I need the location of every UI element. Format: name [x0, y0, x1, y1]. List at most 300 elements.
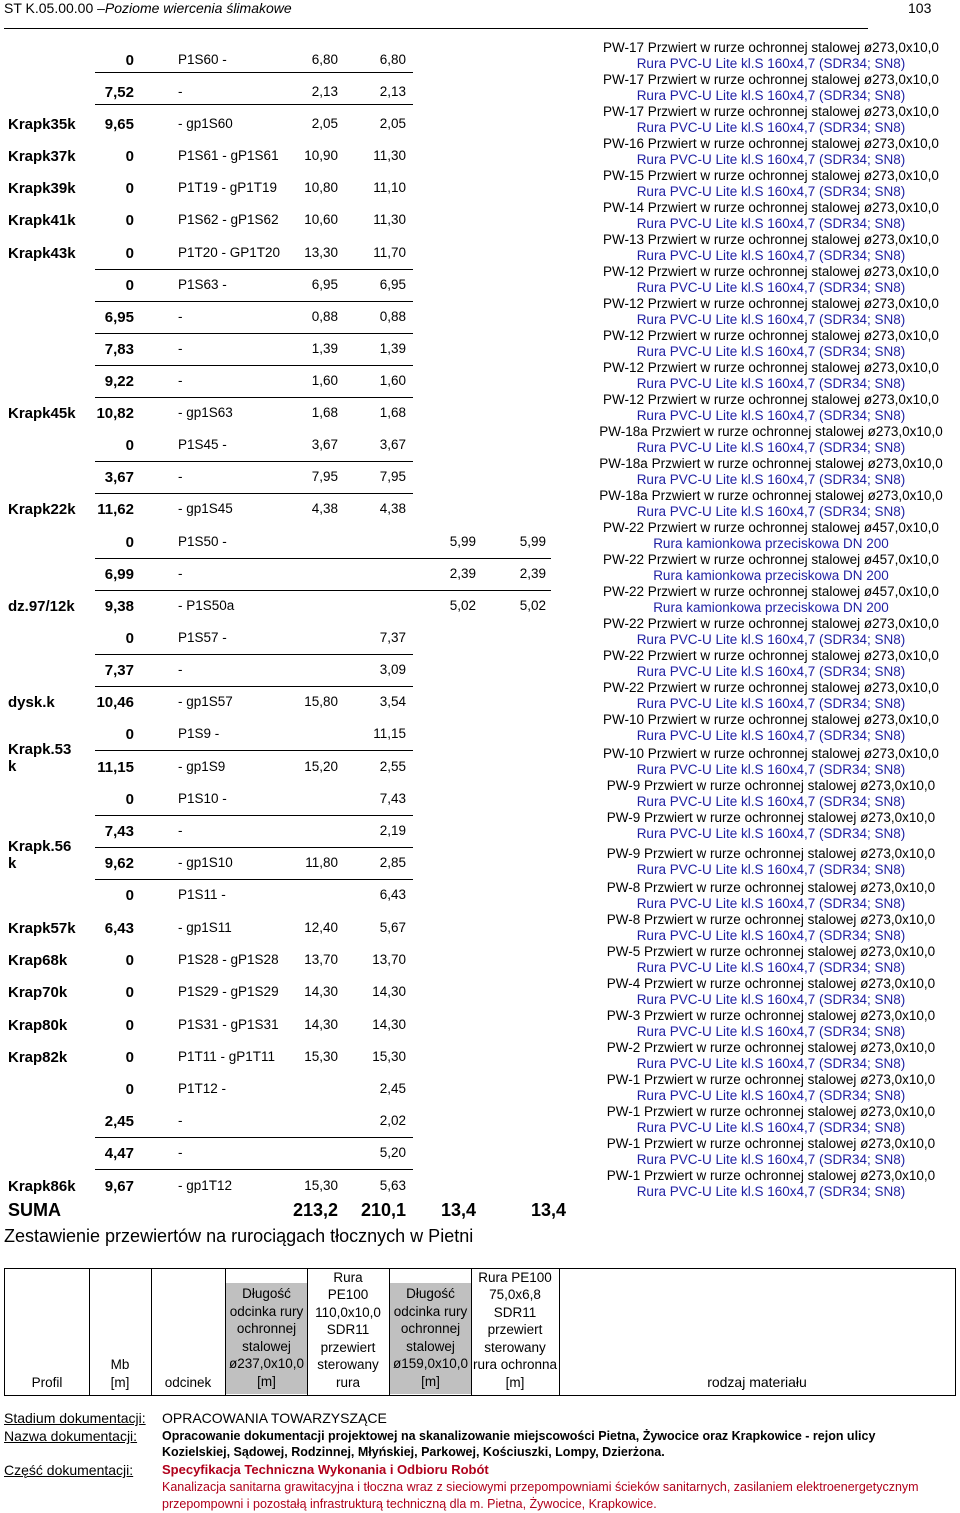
przewiert-line: PW-3 Przwiert w rurze ochronnej stalowej ø273,0x10,0: [606, 1008, 936, 1023]
pipe-material-line: Rura PVC-U Lite kl.S 160x4,7 (SDR34; SN8): [636, 215, 906, 231]
row-divider: [95, 104, 413, 106]
row-divider: [95, 397, 413, 399]
pipe-material-line: Rura PVC-U Lite kl.S 160x4,7 (SDR34; SN8): [636, 663, 906, 679]
pipe-material-line: Rura PVC-U Lite kl.S 160x4,7 (SDR34; SN8): [636, 895, 906, 911]
przewiert-line: PW-2 Przwiert w rurze ochronnej stalowej ø273,0x10,0: [606, 1040, 936, 1055]
row-value-b: 2,05: [379, 116, 406, 131]
row-divider: [95, 879, 413, 881]
row-value-a: 0,88: [311, 309, 338, 324]
header-table: [4, 1268, 956, 1396]
table-row: [0, 920, 580, 940]
row-odcinek: - gp1S60: [178, 116, 233, 131]
row-odcinek: -: [178, 662, 183, 677]
row-value-a: 13,70: [304, 952, 338, 967]
row-odcinek: P1S28 - gP1S28: [178, 952, 279, 967]
pipe-material-line: Rura PVC-U Lite kl.S 160x4,7 (SDR34; SN8): [636, 793, 906, 809]
przewiert-line: PW-13 Przwiert w rurze ochronnej stalowej ø273,0x10,0: [603, 232, 939, 247]
footer-czesc-value: Specyfikacja Techniczna Wykonania i Odbioru Robót: [162, 1462, 489, 1477]
table-row: [0, 501, 580, 521]
table-row: [0, 52, 580, 72]
row-odcinek: P1S62 - gP1S62: [178, 212, 279, 227]
table-row: [0, 437, 580, 457]
table-row: [0, 598, 580, 618]
row-odcinek: P1T11 - gP1T11: [178, 1049, 276, 1064]
row-label: Krapk57k: [8, 920, 76, 937]
section-title: Zestawienie przewiertów na rurociągach tłocznych w Pietni: [4, 1226, 474, 1246]
przewiert-line: PW-22 Przwiert w rurze ochronnej stalowej ø273,0x10,0: [603, 648, 939, 663]
przewiert-line: PW-1 Przwiert w rurze ochronnej stalowej ø273,0x10,0: [606, 1136, 936, 1151]
row-label: Krap70k: [8, 984, 68, 1001]
row-value-d: 5,99: [519, 534, 546, 549]
row-value-b: 1,60: [379, 373, 406, 388]
row-mb: 0: [125, 1081, 134, 1098]
przewiert-description: [590, 328, 952, 359]
przewiert-description: [590, 778, 952, 809]
row-odcinek: P1T12 -: [178, 1081, 227, 1096]
row-odcinek: P1S9 -: [178, 726, 220, 741]
row-value-b: 11,70: [373, 245, 406, 260]
pipe-material-line: Rura kamionkowa przeciskowa DN 200: [653, 567, 889, 583]
table-row: [0, 277, 580, 297]
row-value-a: 4,38: [311, 501, 338, 516]
row-divider: [95, 269, 413, 271]
row-value-a: 2,13: [311, 84, 338, 99]
table-row: [0, 855, 580, 875]
row-value-a: 11,80: [305, 855, 338, 870]
table-row: [0, 984, 580, 1004]
pipe-material-line: Rura PVC-U Lite kl.S 160x4,7 (SDR34; SN8): [636, 1055, 906, 1071]
row-value-b: 11,30: [373, 148, 406, 163]
row-divider: [95, 750, 413, 752]
row-value-a: 13,30: [304, 245, 338, 260]
table-row: [0, 373, 580, 393]
pipe-material-line: Rura PVC-U Lite kl.S 160x4,7 (SDR34; SN8): [636, 151, 906, 167]
table-row: [0, 469, 580, 489]
przewiert-description: [590, 264, 952, 295]
row-divider: [95, 590, 551, 592]
row-value-b: 11,30: [373, 212, 406, 227]
pipe-material-line: Rura PVC-U Lite kl.S 160x4,7 (SDR34; SN8): [636, 761, 906, 777]
pipe-material-line: Rura PVC-U Lite kl.S 160x4,7 (SDR34; SN8): [636, 927, 906, 943]
row-divider: [95, 72, 413, 74]
row-divider: [95, 333, 413, 335]
row-mb: 0: [125, 534, 134, 551]
row-label: Krap80k: [8, 1017, 68, 1034]
row-label: dz.97/12k: [8, 598, 75, 615]
split-label-krapk56: Krapk.56 k: [8, 838, 72, 872]
page-number: 103: [908, 0, 932, 16]
row-odcinek: P1S45 -: [178, 437, 227, 452]
row-value-a: 1,39: [311, 341, 338, 356]
row-value-b: 0,88: [379, 309, 406, 324]
row-odcinek: P1S29 - gP1S29: [178, 984, 279, 999]
przewiert-description: [590, 1168, 952, 1199]
pipe-material-line: Rura PVC-U Lite kl.S 160x4,7 (SDR34; SN8): [636, 343, 906, 359]
row-mb: 0: [125, 52, 134, 69]
row-value-b: 6,80: [379, 52, 406, 67]
table-row: [0, 1017, 580, 1037]
przewiert-description: [590, 1136, 952, 1167]
row-mb: 2,45: [104, 1113, 134, 1130]
row-value-a: 7,95: [311, 469, 338, 484]
pipe-material-line: Rura kamionkowa przeciskowa DN 200: [653, 535, 889, 551]
row-mb: 11,62: [97, 501, 134, 518]
row-divider: [95, 461, 413, 463]
row-label: Krap68k: [8, 952, 68, 969]
przewiert-line: PW-15 Przwiert w rurze ochronnej stalowej ø273,0x10,0: [603, 168, 939, 183]
row-value-a: 10,80: [304, 180, 338, 195]
row-mb: 9,62: [104, 855, 134, 872]
przewiert-line: PW-12 Przwiert w rurze ochronnej stalowej ø273,0x10,0: [603, 264, 939, 279]
pipe-material-line: Rura PVC-U Lite kl.S 160x4,7 (SDR34; SN8): [636, 471, 906, 487]
row-value-a: 15,30: [304, 1049, 338, 1064]
row-value-a: 10,60: [304, 212, 338, 227]
row-value-c: 5,02: [449, 598, 476, 613]
row-value-b: 14,30: [372, 1017, 406, 1032]
przewiert-description: [590, 72, 952, 103]
row-value-a: 14,30: [304, 984, 338, 999]
row-odcinek: - P1S50a: [178, 598, 235, 613]
pipe-material-line: Rura PVC-U Lite kl.S 160x4,7 (SDR34; SN8): [636, 407, 906, 423]
table-row: [0, 148, 580, 168]
row-value-b: 4,38: [379, 501, 406, 516]
row-mb: 6,99: [104, 566, 134, 583]
pipe-material-line: Rura PVC-U Lite kl.S 160x4,7 (SDR34; SN8): [636, 247, 906, 263]
przewiert-description: [590, 880, 952, 911]
przewiert-line: PW-18a Przwiert w rurze ochronnej stalowej ø273,0x10,0: [599, 456, 943, 471]
table-row: [0, 759, 580, 779]
row-value-b: 1,68: [379, 405, 406, 420]
row-odcinek: P1T20 - GP1T20: [178, 245, 281, 260]
row-odcinek: - gp1S11: [178, 920, 232, 935]
pipe-material-line: Rura PVC-U Lite kl.S 160x4,7 (SDR34; SN8): [636, 1183, 906, 1199]
row-odcinek: P1S60 -: [178, 52, 227, 67]
row-odcinek: P1S31 - gP1S31: [178, 1017, 279, 1032]
row-label: Krapk37k: [8, 148, 76, 165]
przewiert-description: [590, 488, 952, 519]
przewiert-line: PW-18a Przwiert w rurze ochronnej stalowej ø273,0x10,0: [599, 424, 943, 439]
pipe-material-line: Rura PVC-U Lite kl.S 160x4,7 (SDR34; SN8): [636, 503, 906, 519]
pipe-material-line: Rura PVC-U Lite kl.S 160x4,7 (SDR34; SN8): [636, 1023, 906, 1039]
przewiert-description: [590, 360, 952, 391]
col-dlugosc-159: Długość odcinka rury ochronnej stalowej ø159,0x10,0 [m]: [390, 1283, 471, 1394]
przewiert-line: PW-1 Przwiert w rurze ochronnej stalowej ø273,0x10,0: [606, 1168, 936, 1183]
table-row: [0, 1145, 580, 1165]
row-label: Krap82k: [8, 1049, 68, 1066]
row-value-b: 2,19: [379, 823, 406, 838]
row-divider: [95, 365, 413, 367]
row-mb: 6,43: [104, 920, 134, 937]
przewiert-description: [590, 712, 952, 743]
row-odcinek: P1S61 - gP1S61: [178, 148, 279, 163]
przewiert-line: PW-12 Przwiert w rurze ochronnej stalowej ø273,0x10,0: [603, 392, 939, 407]
przewiert-line: PW-22 Przwiert w rurze ochronnej stalowej ø457,0x10,0: [603, 552, 939, 567]
row-odcinek: -: [178, 566, 183, 581]
header-rule: [4, 28, 868, 29]
pipe-material-line: Rura PVC-U Lite kl.S 160x4,7 (SDR34; SN8): [636, 727, 906, 743]
przewiert-line: PW-4 Przwiert w rurze ochronnej stalowej ø273,0x10,0: [606, 976, 936, 991]
row-odcinek: -: [178, 309, 183, 324]
przewiert-description: [590, 846, 952, 877]
row-mb: 9,67: [104, 1178, 134, 1195]
przewiert-line: PW-22 Przwiert w rurze ochronnej stalowej ø273,0x10,0: [603, 616, 939, 631]
table-row: [0, 791, 580, 811]
row-odcinek: -: [178, 1145, 183, 1160]
row-value-b: 15,30: [372, 1049, 406, 1064]
row-value-a: 15,80: [304, 694, 338, 709]
row-odcinek: - gp1S45: [178, 501, 233, 516]
row-mb: 0: [125, 952, 134, 969]
row-mb: 7,43: [104, 823, 134, 840]
row-value-a: 6,80: [311, 52, 338, 67]
table-row: [0, 309, 580, 329]
pipe-material-line: Rura PVC-U Lite kl.S 160x4,7 (SDR34; SN8): [636, 695, 906, 711]
pipe-material-line: Rura PVC-U Lite kl.S 160x4,7 (SDR34; SN8): [636, 1151, 906, 1167]
row-mb: 9,65: [104, 116, 134, 133]
przewiert-description: [590, 552, 952, 583]
row-value-b: 2,55: [379, 759, 406, 774]
przewiert-line: PW-1 Przwiert w rurze ochronnej stalowej ø273,0x10,0: [606, 1104, 936, 1119]
przewiert-line: PW-22 Przwiert w rurze ochronnej stalowej ø273,0x10,0: [603, 680, 939, 695]
table-row: [0, 823, 580, 843]
przewiert-description: [590, 200, 952, 231]
row-mb: 6,95: [104, 309, 134, 326]
table-row: [0, 245, 580, 265]
row-mb: 0: [125, 180, 134, 197]
row-value-b: 7,37: [379, 630, 406, 645]
row-divider: [95, 558, 551, 560]
przewiert-line: PW-10 Przwiert w rurze ochronnej stalowej ø273,0x10,0: [603, 746, 939, 761]
przewiert-description: [590, 648, 952, 679]
footer-stadium-key: Stadium dokumentacji:: [4, 1410, 146, 1426]
row-value-a: 15,30: [304, 1178, 338, 1193]
row-odcinek: - gp1S10: [178, 855, 233, 870]
col-rodzaj-materialu: rodzaj materiału: [707, 1373, 807, 1390]
row-mb: 10,46: [96, 694, 134, 711]
row-mb: 0: [125, 148, 134, 165]
col-mb: Mb [m]: [110, 1357, 130, 1390]
przewiert-line: PW-12 Przwiert w rurze ochronnej stalowej ø273,0x10,0: [603, 328, 939, 343]
footer-czesc-subtitle: Kanalizacja sanitarna grawitacyjna i tłoczna wraz z sieciowymi przepompowniami ścieków sanitarnych, zasilaniem elektroenergetycznym przepompowni i pozostałą infrastrukturą techniczną dla m. Pietna, Żywocice, Krapkowice.: [162, 1480, 919, 1511]
pipe-material-line: Rura PVC-U Lite kl.S 160x4,7 (SDR34; SN8): [636, 1087, 906, 1103]
row-value-b: 3,09: [379, 662, 406, 677]
row-value-b: 1,39: [379, 341, 406, 356]
row-mb: 0: [125, 245, 134, 262]
pipe-material-line: Rura PVC-U Lite kl.S 160x4,7 (SDR34; SN8): [636, 959, 906, 975]
row-mb: 4,47: [104, 1145, 134, 1162]
suma-value-3: 13,4: [440, 1200, 476, 1220]
pipe-material-line: Rura PVC-U Lite kl.S 160x4,7 (SDR34; SN8): [636, 631, 906, 647]
row-odcinek: -: [178, 469, 183, 484]
row-divider: [95, 301, 413, 303]
row-value-a: 12,40: [304, 920, 338, 935]
row-mb: 11,15: [97, 759, 134, 776]
przewiert-line: PW-17 Przwiert w rurze ochronnej stalowej ø273,0x10,0: [603, 104, 939, 119]
row-mb: 9,38: [104, 598, 134, 615]
table-row: [0, 726, 580, 746]
przewiert-description: [590, 944, 952, 975]
table-row: [0, 952, 580, 972]
row-divider: [95, 1169, 413, 1171]
split-label-krapk53: Krapk.53 k: [8, 741, 72, 775]
przewiert-description: [590, 680, 952, 711]
przewiert-description: [590, 616, 952, 647]
table-row: [0, 405, 580, 425]
pipe-material-line: Rura PVC-U Lite kl.S 160x4,7 (SDR34; SN8): [636, 183, 906, 199]
row-value-d: 2,39: [519, 566, 546, 581]
row-divider: [95, 815, 413, 817]
row-value-b: 5,20: [379, 1145, 406, 1160]
row-value-b: 11,15: [373, 726, 406, 741]
col-dlugosc-237: Długość odcinka rury ochronnej stalowej ø237,0x10,0 [m]: [226, 1283, 307, 1394]
pipe-material-line: Rura kamionkowa przeciskowa DN 200: [653, 599, 889, 615]
suma-row: [0, 1200, 580, 1226]
row-odcinek: P1T19 - gP1T19: [178, 180, 278, 195]
row-value-a: 14,30: [304, 1017, 338, 1032]
row-divider: [95, 1137, 413, 1139]
przewiert-description: [590, 136, 952, 167]
table-row: [0, 566, 580, 586]
row-mb: 10,82: [96, 405, 134, 422]
przewiert-description: [590, 746, 952, 777]
table-row: [0, 1113, 580, 1133]
row-value-b: 3,54: [379, 694, 406, 709]
row-mb: 0: [125, 1049, 134, 1066]
suma-value-2: 210,1: [360, 1200, 406, 1220]
row-odcinek: -: [178, 1113, 183, 1128]
przewiert-line: PW-9 Przwiert w rurze ochronnej stalowej ø273,0x10,0: [606, 778, 936, 793]
row-odcinek: -: [178, 341, 183, 356]
row-odcinek: P1S63 -: [178, 277, 227, 292]
row-mb: 7,52: [104, 84, 134, 101]
row-value-a: 2,05: [311, 116, 338, 131]
przewiert-line: PW-9 Przwiert w rurze ochronnej stalowej ø273,0x10,0: [606, 846, 936, 861]
row-mb: 0: [125, 437, 134, 454]
row-value-d: 5,02: [519, 598, 546, 613]
pipe-material-line: Rura PVC-U Lite kl.S 160x4,7 (SDR34; SN8): [636, 1119, 906, 1135]
footer-nazwa-key: Nazwa dokumentacji:: [4, 1428, 138, 1444]
row-divider: [95, 654, 413, 656]
przewiert-description: [590, 584, 952, 615]
row-value-a: 3,67: [311, 437, 338, 452]
row-value-b: 5,63: [379, 1178, 406, 1193]
row-mb: 0: [125, 212, 134, 229]
document-code: ST K.05.00.00 –Poziome wiercenia ślimakowe: [4, 0, 292, 16]
przewiert-line: PW-17 Przwiert w rurze ochronnej stalowej ø273,0x10,0: [603, 72, 939, 87]
przewiert-line: PW-17 Przwiert w rurze ochronnej stalowej ø273,0x10,0: [603, 40, 939, 55]
row-value-b: 2,45: [379, 1081, 406, 1096]
row-odcinek: -: [178, 84, 183, 99]
przewiert-description: [590, 104, 952, 135]
row-value-a: 1,68: [311, 405, 338, 420]
row-value-b: 2,85: [379, 855, 406, 870]
przewiert-description: [590, 1040, 952, 1071]
row-label: Krapk86k: [8, 1178, 76, 1195]
przewiert-description: [590, 810, 952, 841]
przewiert-description: [590, 520, 952, 551]
row-odcinek: P1S10 -: [178, 791, 227, 806]
przewiert-description: [590, 912, 952, 943]
pipe-material-line: Rura PVC-U Lite kl.S 160x4,7 (SDR34; SN8): [636, 87, 906, 103]
suma-label: SUMA: [8, 1200, 61, 1220]
row-value-b: 13,70: [372, 952, 406, 967]
row-divider: [95, 847, 413, 849]
przewiert-line: PW-8 Przwiert w rurze ochronnej stalowej ø273,0x10,0: [606, 912, 936, 927]
suma-value-1: 213,2: [292, 1200, 338, 1220]
row-value-b: 6,95: [379, 277, 406, 292]
row-mb: 0: [125, 726, 134, 743]
col-odcinek: odcinek: [164, 1374, 212, 1390]
row-mb: 7,37: [104, 662, 134, 679]
przewiert-line: PW-18a Przwiert w rurze ochronnej stalowej ø273,0x10,0: [599, 488, 943, 503]
przewiert-line: PW-22 Przwiert w rurze ochronnej stalowej ø457,0x10,0: [603, 584, 939, 599]
row-odcinek: P1S57 -: [178, 630, 227, 645]
pipe-material-line: Rura PVC-U Lite kl.S 160x4,7 (SDR34; SN8): [636, 375, 906, 391]
row-value-b: 7,43: [379, 791, 406, 806]
row-mb: 0: [125, 984, 134, 1001]
row-value-b: 14,30: [372, 984, 406, 999]
table-row: [0, 180, 580, 200]
row-odcinek: -: [178, 373, 183, 388]
col-profil: Profil: [31, 1374, 63, 1390]
table-row: [0, 212, 580, 232]
pipe-material-line: Rura PVC-U Lite kl.S 160x4,7 (SDR34; SN8): [636, 991, 906, 1007]
row-value-b: 3,67: [379, 437, 406, 452]
przewiert-line: PW-14 Przwiert w rurze ochronnej stalowej ø273,0x10,0: [603, 200, 939, 215]
row-value-a: 6,95: [311, 277, 338, 292]
footer-czesc-key: Część dokumentacji:: [4, 1462, 134, 1478]
row-label: Krapk45k: [8, 405, 76, 422]
row-odcinek: -: [178, 823, 183, 838]
przewiert-description: [590, 1104, 952, 1135]
row-value-c: 5,99: [449, 534, 476, 549]
row-value-c: 2,39: [449, 566, 476, 581]
przewiert-line: PW-10 Przwiert w rurze ochronnej stalowej ø273,0x10,0: [603, 712, 939, 727]
table-row: [0, 630, 580, 650]
row-mb: 9,22: [104, 373, 134, 390]
pipe-material-line: Rura PVC-U Lite kl.S 160x4,7 (SDR34; SN8): [636, 279, 906, 295]
table-row: [0, 116, 580, 136]
table-row: [0, 534, 580, 554]
przewiert-line: PW-12 Przwiert w rurze ochronnej stalowej ø273,0x10,0: [603, 296, 939, 311]
footer-nazwa-value: Opracowanie dokumentacji projektowej na skanalizowanie miejscowości Pietna, Żywocice oraz Krapkowice - rejon ulicy Kozielskiej, Sądowej, Rodzinnej, Młyńskiej, Parkowej, Kościuszki, Lompy, Dzierżona.: [162, 1429, 876, 1459]
pipe-material-line: Rura PVC-U Lite kl.S 160x4,7 (SDR34; SN8): [636, 55, 906, 71]
table-row: [0, 887, 580, 907]
row-value-b: 11,10: [373, 180, 406, 195]
row-mb: 0: [125, 630, 134, 647]
table-row: [0, 694, 580, 714]
przewiert-description: [590, 976, 952, 1007]
row-divider: [95, 686, 413, 688]
przewiert-description: [590, 456, 952, 487]
row-value-b: 7,95: [379, 469, 406, 484]
document-title: –Poziome wiercenia ślimakowe: [97, 0, 292, 16]
table-row: [0, 662, 580, 682]
przewiert-line: PW-5 Przwiert w rurze ochronnej stalowej ø273,0x10,0: [606, 944, 936, 959]
row-odcinek: - gp1S63: [178, 405, 233, 420]
row-value-a: 10,90: [304, 148, 338, 163]
przewiert-description: [590, 1072, 952, 1103]
row-label: Krapk22k: [8, 501, 76, 518]
row-odcinek: P1S11 -: [178, 887, 226, 902]
suma-value-4: 13,4: [530, 1200, 566, 1220]
col-rura-pe100-75: Rura PE100 75,0x6,8 SDR11 przewiert sterowany rura ochronna [m]: [472, 1269, 558, 1390]
row-value-a: 15,20: [304, 759, 338, 774]
przewiert-description: [590, 40, 952, 71]
pipe-material-line: Rura PVC-U Lite kl.S 160x4,7 (SDR34; SN8): [636, 119, 906, 135]
row-mb: 0: [125, 887, 134, 904]
pipe-material-line: Rura PVC-U Lite kl.S 160x4,7 (SDR34; SN8): [636, 825, 906, 841]
